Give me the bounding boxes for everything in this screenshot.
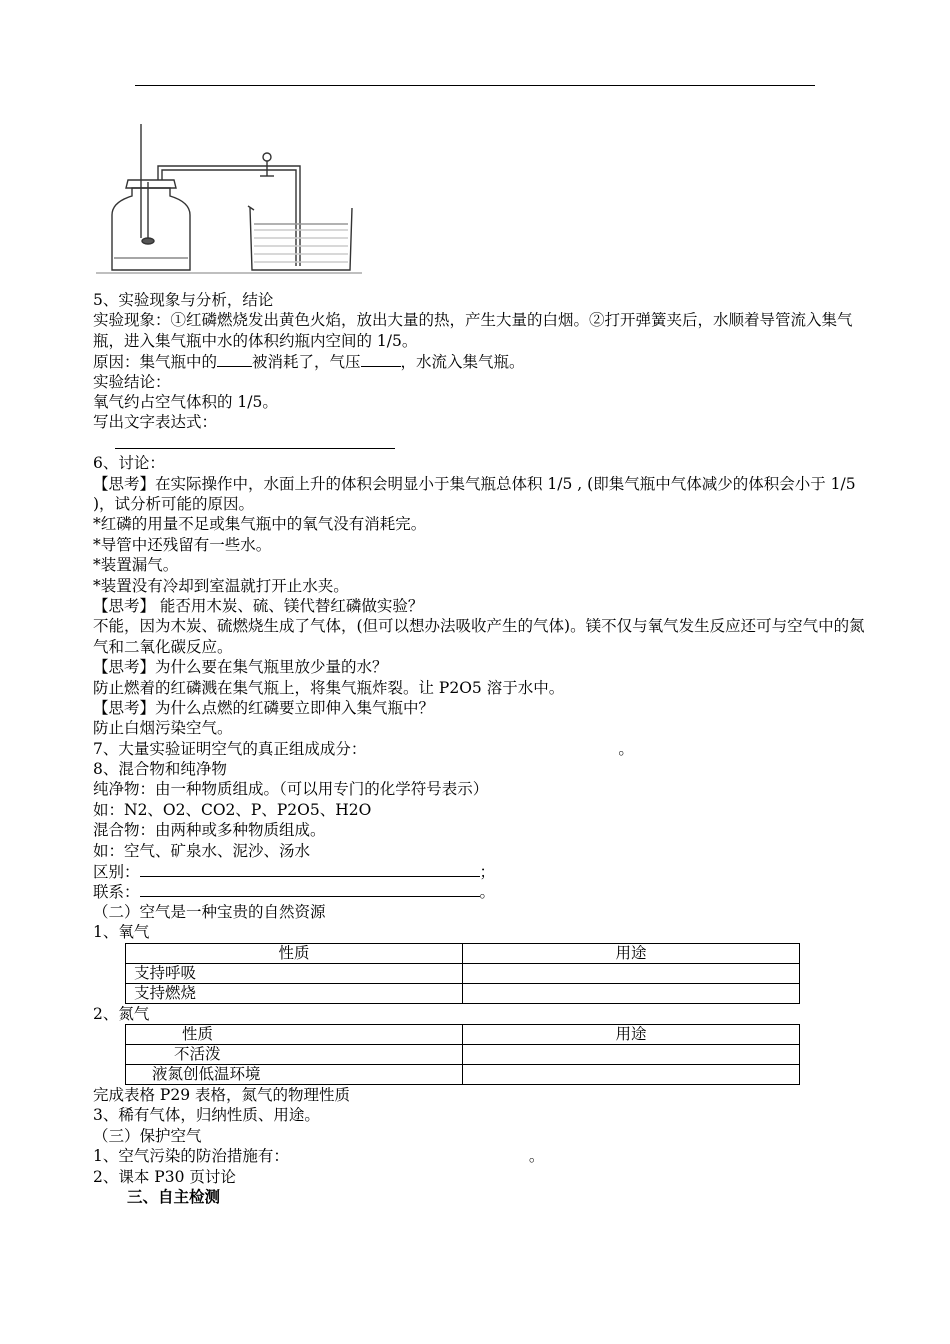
think-3: 【思考】为什么要在集气瓶里放少量的水？ <box>93 658 388 677</box>
reason-1: *红磷的用量不足或集气瓶中的氧气没有消耗完。 <box>93 515 427 534</box>
top-rule <box>135 85 815 86</box>
reason-3: *装置漏气。 <box>93 556 179 575</box>
reason-line: 原因：集气瓶中的 被消耗了，气压 ，水流入集气瓶。 <box>93 353 525 372</box>
blank-pressure[interactable] <box>361 351 401 367</box>
difference-blank[interactable] <box>140 861 480 877</box>
use-cell[interactable] <box>463 1064 800 1084</box>
table-header-row <box>126 1024 800 1044</box>
answer-2: 不能，因为木炭、硫燃烧生成了气体，(但可以想办法吸收产生的气体)。镁不仅与氧气发生反应还可与空气中的氮气和二氧化碳反应。 <box>93 617 865 656</box>
header-property: 性质 <box>126 943 463 963</box>
table-row <box>126 983 800 1003</box>
reason-4: *装置没有冷却到室温就打开止水夹。 <box>93 576 349 595</box>
header-use: 用途 <box>463 943 800 963</box>
connection-line: 联系： 。 <box>93 883 496 902</box>
nitrogen-title: 2、氮气 <box>93 1004 150 1023</box>
part-3-title: （三）保护空气 <box>93 1126 202 1145</box>
table-row <box>126 1044 800 1064</box>
apparatus-illustration <box>92 120 367 280</box>
property-cell: 不活泼 <box>126 1044 463 1064</box>
nitrogen-note: 完成表格 P29 表格，氮气的物理性质 <box>93 1085 351 1104</box>
use-cell[interactable] <box>463 983 800 1003</box>
header-property: 性质 <box>126 1024 463 1044</box>
answer-3: 防止燃着的红磷溅在集气瓶上，将集气瓶炸裂。让 P2O5 溶于水中。 <box>93 678 565 697</box>
think-4: 【思考】为什么点燃的红磷要立即伸入集气瓶中？ <box>93 698 435 717</box>
nitrogen-table <box>125 1024 800 1085</box>
section-5-title: 5、实验现象与分析，结论 <box>93 291 274 309</box>
section-6-title: 6、讨论： <box>93 454 165 473</box>
pure-examples: 如：N2、O2、CO2、P、P2O5、H2O <box>93 800 372 819</box>
table-row <box>126 1064 800 1084</box>
answer-4: 防止白烟污染空气。 <box>93 719 233 738</box>
use-cell[interactable] <box>463 1044 800 1064</box>
section-3-title: 三、自主检测 <box>127 1186 221 1206</box>
experiment-phenomenon: 实验现象：①红磷燃烧发出黄色火焰，放出大量的热，产生大量的白烟。②打开弹簧夹后，水顺着导管流入集气瓶，进入集气瓶中水的体积约瓶内空间的 1/5。 <box>93 311 853 350</box>
section-8-title: 8、混合物和纯净物 <box>93 760 227 779</box>
oxygen-table <box>125 943 800 1004</box>
connection-blank[interactable] <box>140 881 480 897</box>
oxygen-title: 1、氧气 <box>93 923 150 942</box>
conclusion-label: 实验结论： <box>93 372 171 391</box>
conclusion-text: 氧气约占空气体积的 1/5。 <box>93 392 278 411</box>
header-use: 用途 <box>463 1024 800 1044</box>
expression-blank-line <box>93 433 873 453</box>
property-cell: 液氮创低温环境 <box>126 1064 463 1084</box>
table-row <box>126 963 800 983</box>
property-cell: 支持燃烧 <box>126 983 463 1003</box>
expression-prompt: 写出文字表达式： <box>93 413 218 432</box>
difference-line: 区别： ； <box>93 863 496 882</box>
reason-2: *导管中还残留有一些水。 <box>93 535 272 554</box>
document-body <box>93 290 873 1207</box>
think-2: 【思考】 能否用木炭、硫、镁代替红磷做实验？ <box>93 596 424 615</box>
think-1: 【思考】在实际操作中，水面上升的体积会明显小于集气瓶总体积 1/5 , (即集气瓶中气体减少的体积会小于 1/5 )，试分析可能的原因。 <box>93 474 856 513</box>
part-2-title: （二）空气是一种宝贵的自然资源 <box>93 902 326 921</box>
property-cell: 支持呼吸 <box>126 963 463 983</box>
section-7: 7、大量实验证明空气的真正组成成分： 。 <box>93 739 634 758</box>
prevention-line: 1、空气污染的防治措施有： 。 <box>93 1147 545 1166</box>
use-cell[interactable] <box>463 963 800 983</box>
pure-substance: 纯净物：由一种物质组成。（可以用专门的化学符号表示） <box>93 780 489 799</box>
rare-gas: 3、稀有气体，归纳性质、用途。 <box>93 1106 320 1125</box>
table-header-row <box>126 943 800 963</box>
mixture-examples: 如：空气、矿泉水、泥沙、汤水 <box>93 841 311 860</box>
mixture: 混合物：由两种或多种物质组成。 <box>93 821 326 840</box>
textbook-discussion: 2、课本 P30 页讨论 <box>93 1167 236 1186</box>
blank-gas[interactable] <box>217 351 252 367</box>
expression-blank[interactable] <box>115 433 395 449</box>
